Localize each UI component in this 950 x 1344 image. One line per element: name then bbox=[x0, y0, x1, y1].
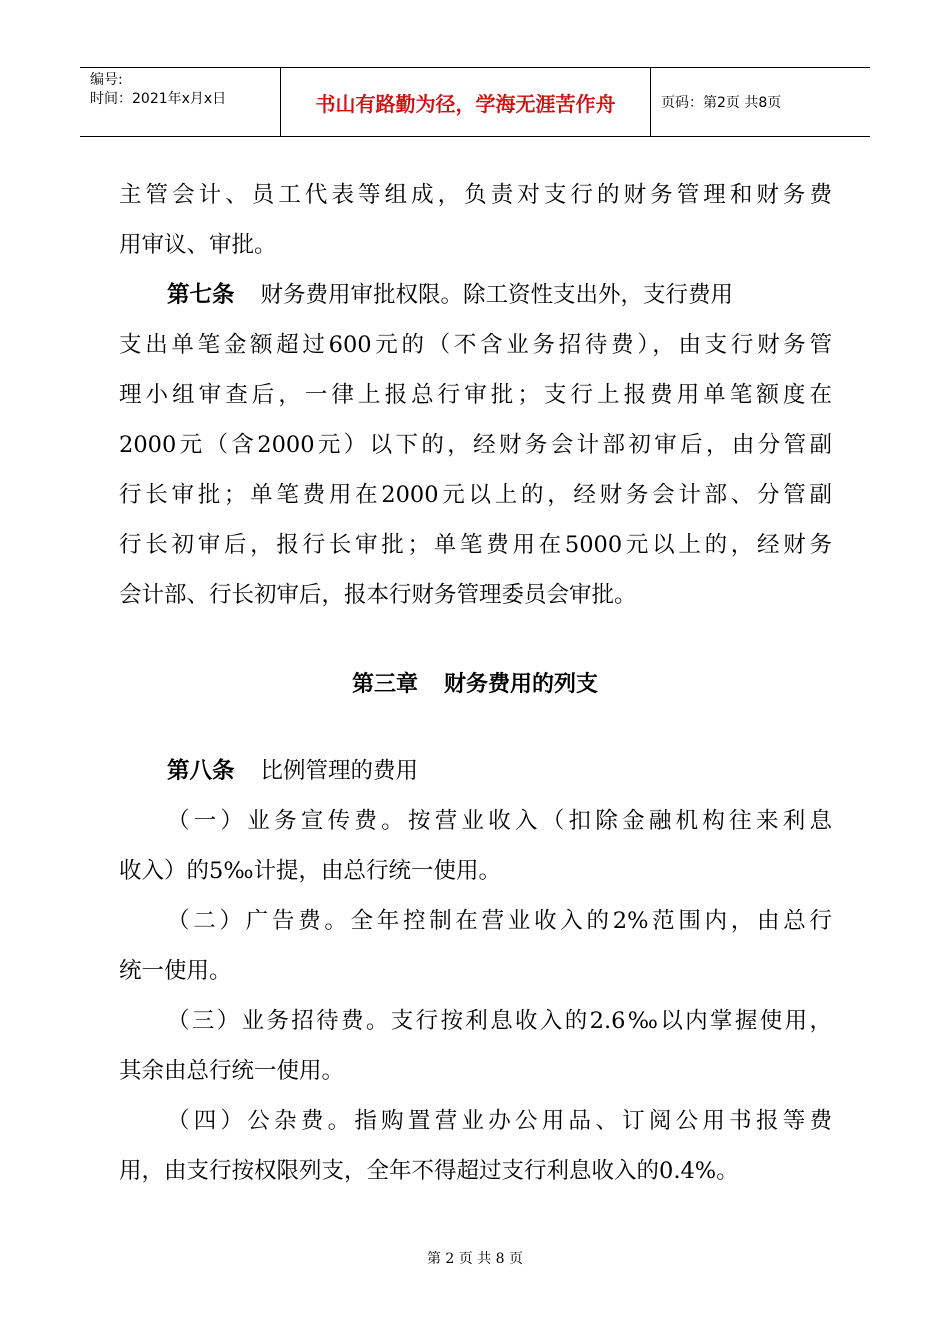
list-item-line: （三）业务招待费。支行按利息收入的2.6‰以内掌握使用， bbox=[167, 1008, 832, 1034]
paragraph-line: 支出单笔金额超过600元的（不含业务招待费），由支行财务管 bbox=[119, 332, 832, 358]
header-page-label: 页码：第2页 共8页 bbox=[661, 95, 782, 111]
article-8-text: 比例管理的费用 bbox=[260, 758, 419, 784]
list-item-line: （一）业务宣传费。按营业收入（扣除金融机构往来利息 bbox=[167, 808, 832, 834]
article-7-title: 第七条 bbox=[167, 282, 235, 308]
list-item-line: 用，由支行按权限列支，全年不得超过支行利息收入的0.4%。 bbox=[119, 1158, 739, 1184]
paragraph-line: 行长初审后，报行长审批；单笔费用在5000元以上的，经财务 bbox=[119, 532, 832, 558]
header-motto: 书山有路勤为径，学海无涯苦作舟 bbox=[281, 68, 651, 136]
paragraph-line: 用审议、审批。 bbox=[119, 232, 277, 258]
chapter-heading bbox=[0, 668, 950, 702]
list-item-line: 其余由总行统一使用。 bbox=[119, 1058, 345, 1084]
header-meta bbox=[80, 68, 281, 136]
document-time-label: 时间：2021年x月x日 bbox=[90, 91, 227, 107]
list-item-line: （四）公杂费。指购置营业办公用品、订阅公用书报等费 bbox=[167, 1108, 832, 1134]
chapter-title: 财务费用的列支 bbox=[444, 672, 599, 697]
list-item-line: 统一使用。 bbox=[119, 958, 232, 984]
chapter-number: 第三章 bbox=[351, 672, 418, 697]
paragraph-line: 行长审批；单笔费用在2000元以上的，经财务会计部、分管副 bbox=[119, 482, 832, 508]
article-8-heading-line bbox=[167, 754, 832, 788]
paragraph-line: 会计部、行长初审后，报本行财务管理委员会审批。 bbox=[119, 582, 637, 608]
paragraph-line: 理小组审查后，一律上报总行审批；支行上报费用单笔额度在 bbox=[119, 382, 832, 408]
list-item-line: 收入）的5‰计提，由总行统一使用。 bbox=[119, 858, 502, 884]
page-footer: 第 2 页 共 8 页 bbox=[426, 1251, 524, 1267]
paragraph-line: 主管会计、员工代表等组成，负责对支行的财务管理和财务费 bbox=[119, 182, 832, 208]
list-item-line: （二）广告费。全年控制在营业收入的2%范围内，由总行 bbox=[167, 908, 832, 934]
article-8-title: 第八条 bbox=[167, 758, 235, 784]
paragraph-line: 2000元（含2000元）以下的，经财务会计部初审后，由分管副 bbox=[119, 432, 832, 458]
article-7-heading-line bbox=[167, 278, 832, 312]
article-7-text: 财务费用审批权限。除工资性支出外，支行费用 bbox=[260, 282, 734, 308]
document-number-label: 编号: bbox=[90, 72, 123, 88]
page-header bbox=[80, 67, 870, 137]
